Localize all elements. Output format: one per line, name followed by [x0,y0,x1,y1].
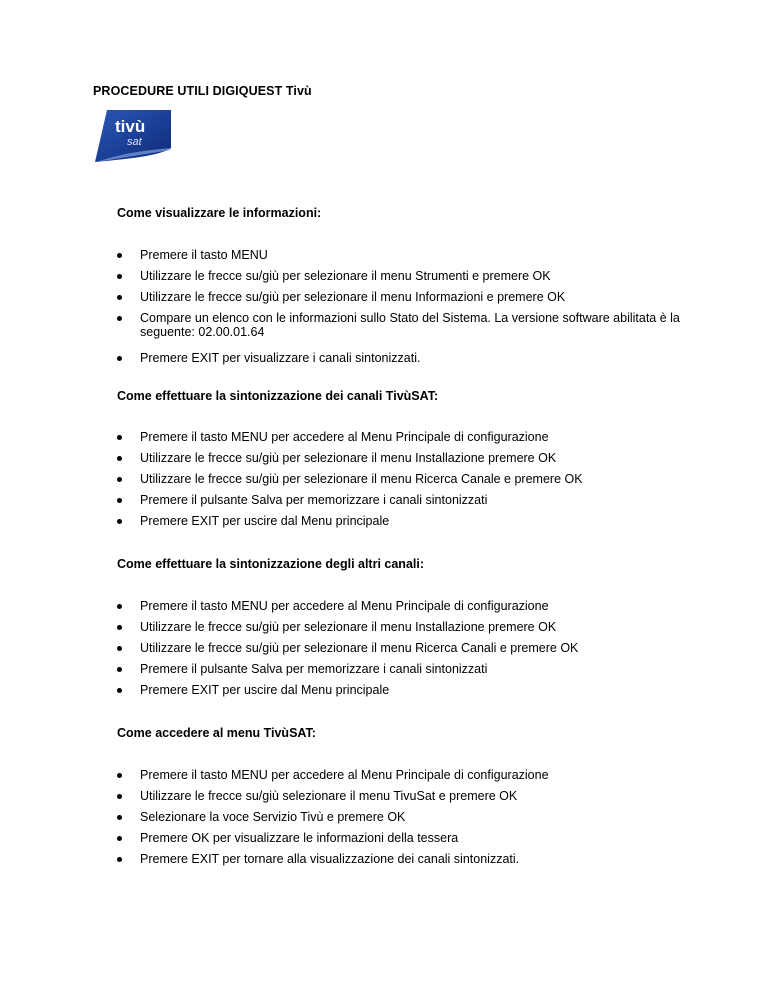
bullet-icon [117,625,122,630]
list-item: Utilizzare le frecce su/giù per selezionare il menu Installazione premere OK [117,620,697,634]
bullet-icon [117,857,122,862]
bullet-icon [117,667,122,672]
section-heading: Come effettuare la sintonizzazione dei canali TivùSAT: [117,389,439,403]
bullet-icon [117,456,122,461]
bullet-icon [117,274,122,279]
bullet-icon [117,477,122,482]
procedure-list [117,599,697,697]
bullet-icon [117,356,122,361]
bullet-icon [117,773,122,778]
list-item: Premere il pulsante Salva per memorizzare i canali sintonizzati [117,662,697,676]
list-item: Premere EXIT per uscire dal Menu principale [117,683,697,697]
list-item: Utilizzare le frecce su/giù per selezionare il menu Ricerca Canale e premere OK [117,472,697,486]
list-item: Utilizzare le frecce su/giù per selezionare il menu Ricerca Canali e premere OK [117,641,697,655]
procedure-list [117,248,697,365]
bullet-icon [117,435,122,440]
list-item: Selezionare la voce Servizio Tivù e premere OK [117,810,697,824]
list-item: Premere EXIT per visualizzare i canali sintonizzati. [117,351,697,365]
bullet-icon [117,519,122,524]
procedure-list [117,430,697,528]
list-item: Compare un elenco con le informazioni sullo Stato del Sistema. La versione software abilitata è la seguente: 02.00.01.64 [117,311,697,339]
list-item: Utilizzare le frecce su/giù selezionare il menu TivuSat e premere OK [117,789,697,803]
section-heading: Come effettuare la sintonizzazione degli altri canali: [117,557,425,571]
list-item: Premere il tasto MENU per accedere al Menu Principale di configurazione [117,599,697,613]
bullet-icon [117,836,122,841]
bullet-icon [117,498,122,503]
list-item: Premere il tasto MENU per accedere al Menu Principale di configurazione [117,430,697,444]
list-item: Premere OK per visualizzare le informazioni della tessera [117,831,697,845]
bullet-icon [117,295,122,300]
document-title: PROCEDURE UTILI DIGIQUEST Tivù [93,84,312,98]
section-heading: Come visualizzare le informazioni: [117,206,322,220]
logo-line1: tivù [115,117,146,136]
list-item: Premere EXIT per tornare alla visualizzazione dei canali sintonizzati. [117,852,697,866]
list-item: Premere EXIT per uscire dal Menu principale [117,514,697,528]
list-item: Utilizzare le frecce su/giù per selezionare il menu Installazione premere OK [117,451,697,465]
bullet-icon [117,646,122,651]
list-item: Utilizzare le frecce su/giù per selezionare il menu Informazioni e premere OK [117,290,697,304]
logo-line2: sat [127,136,142,148]
section-heading: Come accedere al menu TivùSAT: [117,726,316,740]
list-item: Premere il tasto MENU [117,248,697,262]
list-item: Premere il tasto MENU per accedere al Menu Principale di configurazione [117,768,697,782]
bullet-icon [117,604,122,609]
bullet-icon [117,253,122,258]
bullet-icon [117,316,122,321]
procedure-list [117,768,697,866]
list-item: Utilizzare le frecce su/giù per selezionare il menu Strumenti e premere OK [117,269,697,283]
bullet-icon [117,794,122,799]
bullet-icon [117,688,122,693]
bullet-icon [117,815,122,820]
tivusat-logo [93,108,173,164]
list-item: Premere il pulsante Salva per memorizzare i canali sintonizzati [117,493,697,507]
